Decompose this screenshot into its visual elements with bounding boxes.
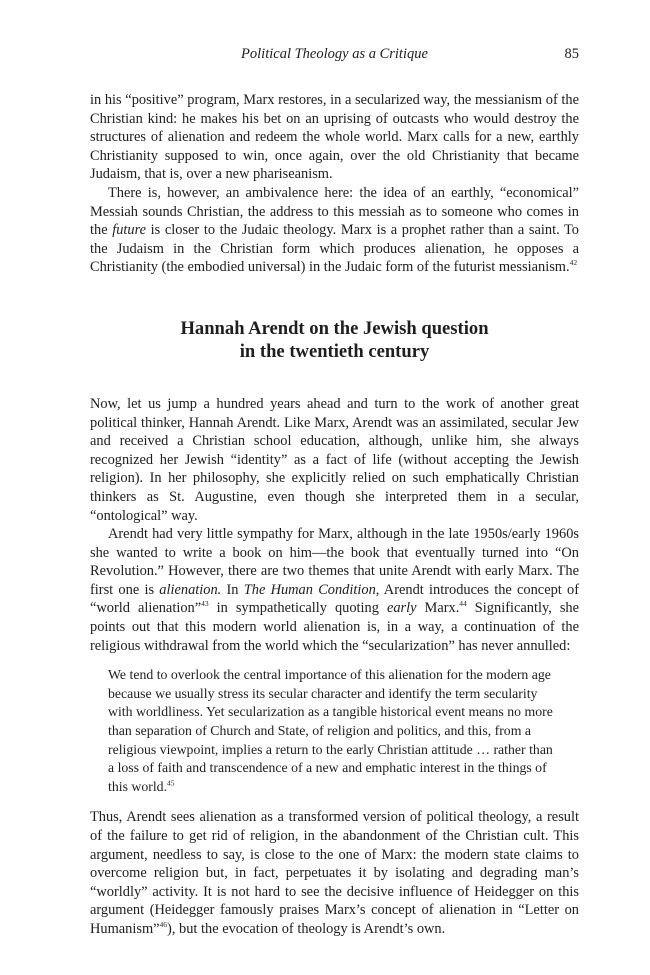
- emphasis-text: early: [386, 600, 417, 617]
- paragraph-text: ), but the evocation of theology is Arendt’s own.: [167, 920, 446, 937]
- quote-text: We tend to overlook the central importance of this alienation for the modern age because we usually stress its secular character and identify the term secularity with worldliness. Yet secularization as a tangible historical event means no more than separation of Church and State, of religion and politics, and this, from a religious viewpoint, implies a return to the early Christian attitude … rather than a loss of faith and transcendence of a new and emphatic interest in the things of this world.: [108, 667, 553, 794]
- section-heading: [90, 317, 579, 363]
- paragraph-text: Arendt had very little sympathy for Marx, although in the late 1950s/early 1960s she wanted to write a book on him—the book that eventually turned into “On Revolution.” However, there are two themes that unite Arendt with early Marx. The first one is: [90, 526, 579, 598]
- footnote-ref-46[interactable]: 46: [159, 920, 168, 930]
- paragraph-text: In: [221, 581, 244, 598]
- paragraph-text: Marx.: [416, 600, 460, 617]
- paragraph-text: Significantly, she points out that this modern world alienation is, in a way, a continuation of the religious withdrawal from the world which the “secularization” has never annulled:: [90, 600, 580, 654]
- emphasis-text: future: [112, 222, 147, 239]
- paragraph-ambivalence: [90, 184, 579, 277]
- paragraph-text: , Arendt introduces the concept of “world alienation”: [90, 581, 579, 617]
- running-head: [90, 46, 579, 66]
- section-heading-line-1: Hannah Arendt on the Jewish question: [180, 317, 489, 339]
- footnote-ref-45[interactable]: 45: [167, 778, 175, 788]
- book-title: The Human Condition: [243, 581, 376, 598]
- page-body: [90, 91, 579, 939]
- footnote-ref-42[interactable]: 42: [569, 258, 578, 268]
- paragraph-text: Thus, Arendt sees alienation as a transformed version of political theology, a result of the failure to get rid of religion, in the abandonment of the Christian cult. This argument, needless to say, is close to the one of Marx: the modern state claims to overcome religion but, in fact, perpetuates it by isolating and degrading man’s “worldly” activity. It is not hard to see the decisive influence of Heidegger on this argument (Heidegger famously praises Marx’s concept of alienation in “Letter on Humanism”: [90, 809, 579, 937]
- section-heading-line-2: in the twentieth century: [239, 340, 430, 362]
- paragraph-text: There is, however, an ambivalence here: the idea of an earthly, “economical” Messiah sounds Christian, the address to this messiah as to someone who comes in the: [90, 184, 579, 239]
- page-number: 85: [564, 46, 579, 62]
- running-title: Political Theology as a Critique: [241, 46, 428, 62]
- paragraph-text: Now, let us jump a hundred years ahead and turn to the work of another great political thinker, Hannah Arendt. Like Marx, Arendt was an assimilated, secular Jew and received a Christian school education, although, unlike him, she always recognized her Jewish “identity” as a fact of life (without accepting the Jewish religion). In her philosophy, she explicitly relied on such emphatically Christian thinkers as St. Augustine, even though she interpreted them in a secular, “ontological” way.: [90, 395, 579, 524]
- paragraph-conclusion: [90, 808, 579, 938]
- emphasis-text: alienation.: [159, 581, 222, 598]
- footnote-ref-44[interactable]: 44: [459, 599, 467, 609]
- paragraph-arendt-marx: [90, 525, 579, 655]
- footnote-ref-43[interactable]: 43: [201, 599, 209, 609]
- paragraph-arendt-intro: [90, 395, 579, 525]
- paragraph-continued: [90, 91, 579, 184]
- paragraph-text: is closer to the Judaic theology. Marx is a prophet rather than a saint. To the Judaism in the Christian form which produces alienation, he opposes a Christianity (the embodied universal) in the Judaic form of the futurist messianism.: [90, 222, 580, 276]
- paragraph-text: in sympathetically quoting: [208, 600, 387, 617]
- paragraph-text: in his “positive” program, Marx restores, in a secularized way, the messianism of the Christian kind: he makes his bet on an uprising of outcasts who would destroy the structures of alienation and redeem the whole world. Marx calls for a new, earthly Christianity supposed to win, once again, over the old Christianity that became Judaism, that is, over a new phariseanism.: [90, 92, 579, 183]
- block-quote: [108, 666, 561, 796]
